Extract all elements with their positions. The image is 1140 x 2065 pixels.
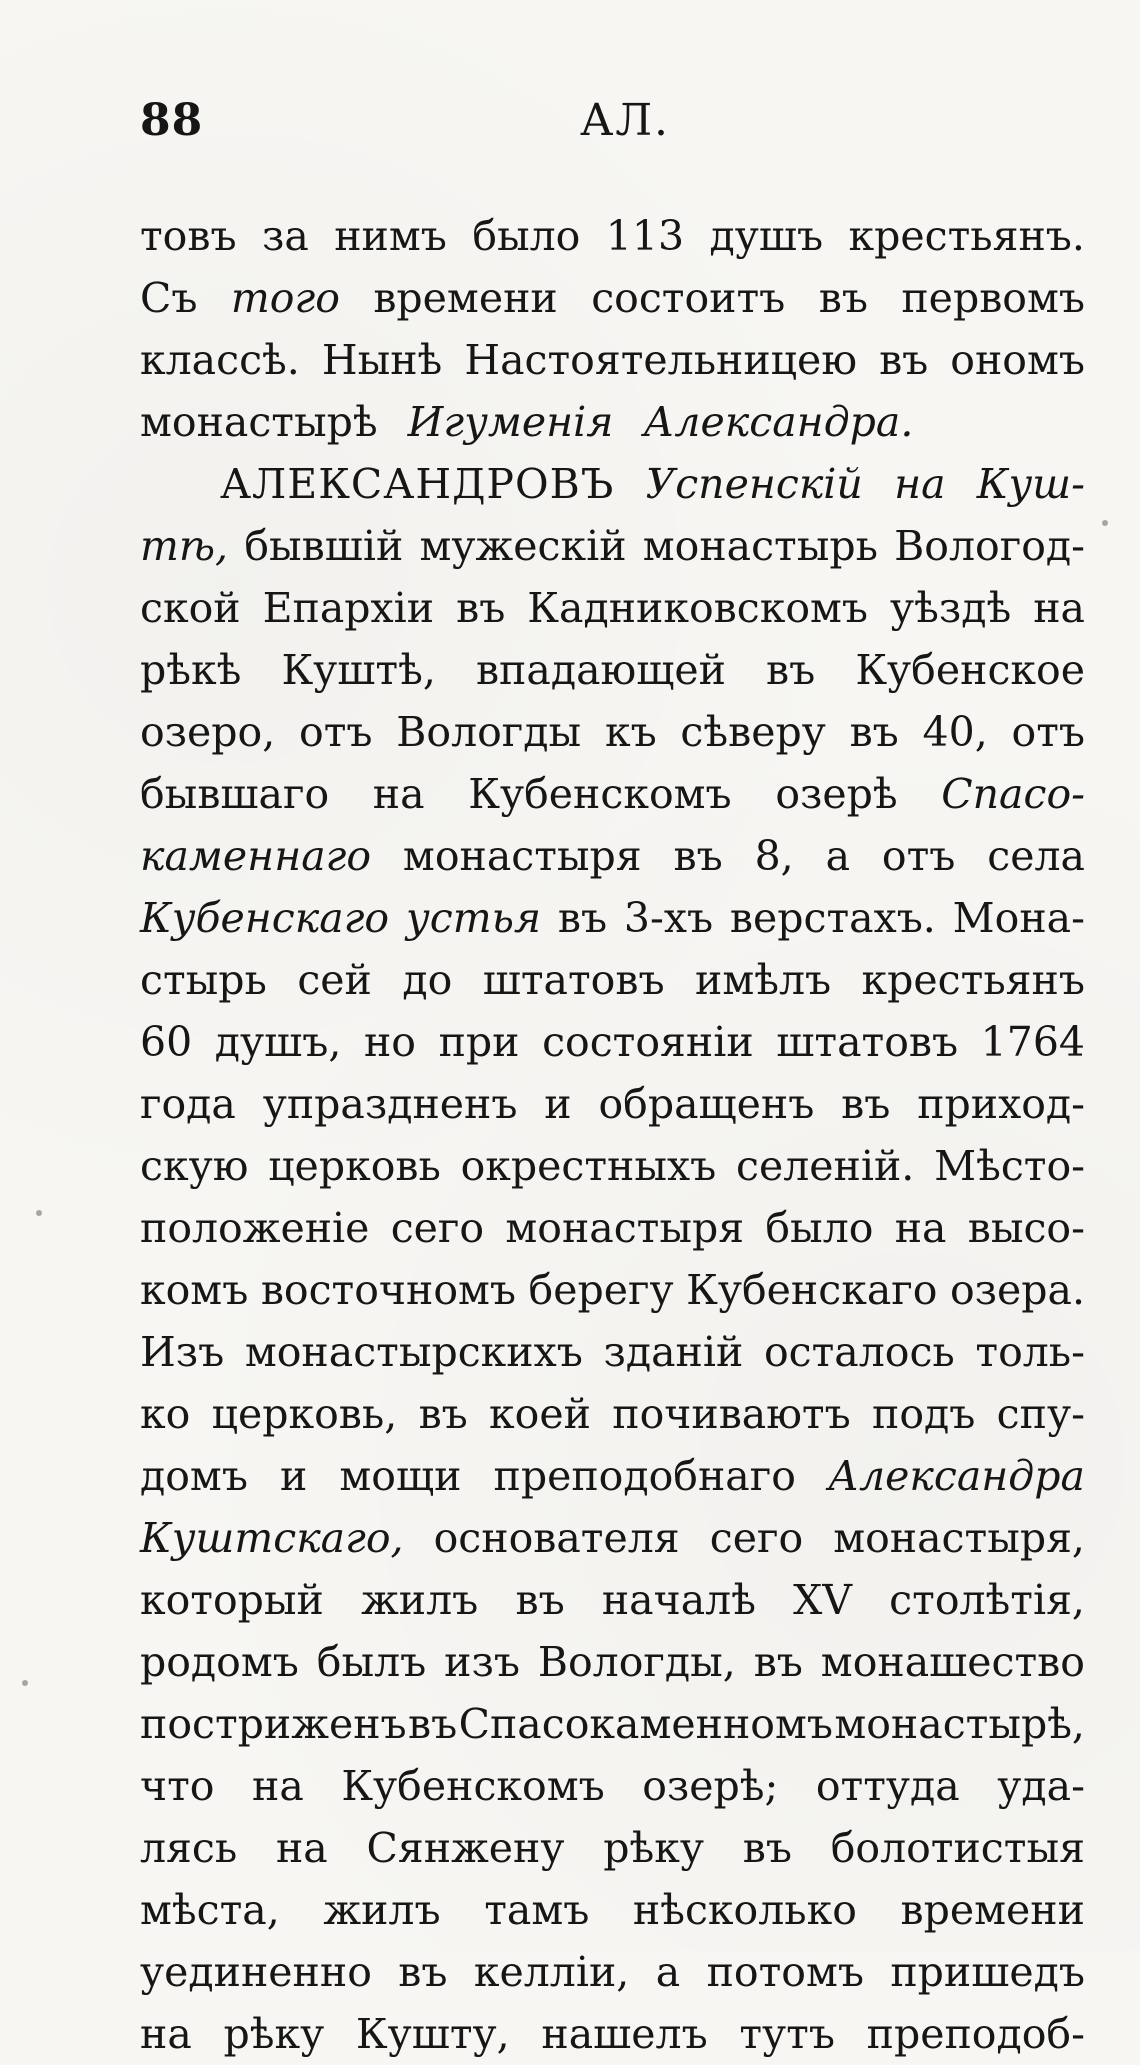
word: озера. [949, 1266, 1085, 1314]
word: монастырѣ [140, 398, 378, 446]
word: Куштскаго, [140, 1514, 404, 1562]
word: въ [766, 646, 816, 694]
word: спу- [996, 1390, 1085, 1438]
word: постриженъ [140, 1700, 407, 1748]
word: отъ [299, 708, 373, 756]
word: имѣлъ [695, 956, 832, 1004]
text-line [140, 391, 1085, 453]
word: въ [841, 1080, 891, 1128]
margin-speck [1102, 520, 1108, 526]
word: тѣ, [140, 522, 229, 570]
word: Вологды, [537, 1638, 736, 1686]
word: но [363, 1018, 416, 1066]
word: Изъ [140, 1328, 225, 1376]
word: въ [515, 1576, 565, 1624]
word: положеніе [140, 1204, 370, 1252]
word: жилъ [361, 1576, 479, 1624]
word: озеро, [140, 708, 276, 756]
word: Настоятельницею [464, 336, 858, 384]
word: въ [418, 1390, 468, 1438]
text-line [140, 205, 1085, 267]
word: Спасокаменномъ [458, 1700, 833, 1748]
word: монашество [820, 1638, 1085, 1686]
text-line [140, 1879, 1085, 1941]
word: началѣ [601, 1576, 756, 1624]
word: Нынѣ [321, 336, 443, 384]
word: Епархіи [262, 584, 435, 632]
word: нашелъ [541, 2010, 708, 2058]
word: того [230, 274, 340, 322]
word: ономъ [950, 336, 1085, 384]
word: Успенскій [645, 460, 863, 508]
word: 113 [605, 212, 685, 260]
word: и [279, 1452, 308, 1500]
text-line [140, 1445, 1085, 1507]
word: обращенъ [598, 1080, 815, 1128]
word: пришедъ [890, 1948, 1085, 1996]
margin-speck [22, 1680, 28, 1686]
word: монастырь [642, 522, 878, 570]
word: оттуда [815, 1762, 960, 1810]
text-line [140, 1507, 1085, 1569]
word: было [765, 1204, 874, 1252]
word: сего [390, 1204, 485, 1252]
word: берегу [528, 1266, 674, 1314]
text-line [140, 453, 1085, 515]
word: Кадниковскомъ [527, 584, 869, 632]
word: было [472, 212, 581, 260]
body-text [140, 205, 1085, 2065]
word: въ [408, 1700, 458, 1748]
word: Вологды [396, 708, 582, 756]
word: ской [140, 584, 241, 632]
word: 1764 [980, 1018, 1085, 1066]
word: преподобнаго [493, 1452, 796, 1500]
word: домъ [140, 1452, 248, 1500]
text-line [140, 1817, 1085, 1879]
word: столѣтія, [889, 1576, 1085, 1624]
word: каменнаго [140, 832, 372, 880]
word: въ [398, 1948, 448, 1996]
word: крестьянъ. [848, 212, 1085, 260]
word: душъ [709, 212, 824, 260]
word: Куш- [976, 460, 1085, 508]
word: Кушту, [355, 2010, 510, 2058]
margin-speck [36, 1210, 42, 1216]
word: Мона- [952, 894, 1085, 942]
word: времени [373, 274, 558, 322]
text-line [140, 763, 1085, 825]
word: въ [849, 708, 899, 756]
word: АЛЕКСАНДРОВЪ [220, 460, 615, 508]
text-line [140, 577, 1085, 639]
word: мѣста, [140, 1886, 280, 1934]
word: рѣкѣ [140, 646, 242, 694]
word: жилъ [323, 1886, 441, 1934]
word: рѣку [223, 2010, 325, 2058]
word: монастыря [402, 832, 642, 880]
word: въ [753, 1638, 803, 1686]
text-line [140, 1941, 1085, 2003]
word: первомъ [901, 274, 1085, 322]
text-line [140, 1259, 1085, 1321]
word: подъ [872, 1390, 976, 1438]
word: въ [456, 584, 506, 632]
word: преподоб- [866, 2010, 1085, 2058]
word: бывшаго [140, 770, 330, 818]
word: штатовъ [776, 1018, 959, 1066]
word: былъ [316, 1638, 427, 1686]
word: ко [140, 1390, 191, 1438]
word: озерѣ; [642, 1762, 779, 1810]
word: который [140, 1576, 324, 1624]
word: въ [818, 274, 868, 322]
word: отъ [1011, 708, 1085, 756]
text-line [140, 639, 1085, 701]
text-line [140, 1135, 1085, 1197]
text-line [140, 1321, 1085, 1383]
word: восточномъ [260, 1266, 517, 1314]
word: 60 [140, 1018, 193, 1066]
word: рѣку [603, 1824, 704, 1872]
word: упраздненъ [262, 1080, 518, 1128]
word: Кубенскаго [686, 1266, 938, 1314]
text-line [140, 1197, 1085, 1259]
text-line [140, 887, 1085, 949]
word: штатовъ [482, 956, 665, 1004]
word: 3-хъ [623, 894, 714, 942]
word: Куштѣ, [281, 646, 436, 694]
word: 8, [754, 832, 794, 880]
text-line [140, 1631, 1085, 1693]
word: состоитъ [591, 274, 786, 322]
word: церковь, [211, 1390, 398, 1438]
word: на [275, 1824, 328, 1872]
word: комъ [140, 1266, 249, 1314]
word: на [1033, 584, 1085, 632]
word: Александра. [643, 398, 914, 446]
word: Спасо- [941, 770, 1085, 818]
page-header [140, 95, 1060, 155]
word: въ [742, 1824, 792, 1872]
word: на [894, 1204, 947, 1252]
word: толь- [975, 1328, 1085, 1376]
word: почиваютъ [612, 1390, 851, 1438]
word: Игуменія [407, 398, 614, 446]
text-line [140, 515, 1085, 577]
word: монастыря, [833, 1514, 1085, 1562]
text-line [140, 825, 1085, 887]
word: въ [557, 894, 608, 942]
word: что [140, 1762, 215, 1810]
word: скую [140, 1142, 249, 1190]
word: XV [793, 1576, 852, 1624]
word: года [140, 1080, 236, 1128]
text-line [140, 949, 1085, 1011]
word: Вологод- [894, 522, 1085, 570]
word: тутъ [739, 2010, 835, 2058]
word: коей [489, 1390, 591, 1438]
text-line [140, 1383, 1085, 1445]
word: Мѣсто- [934, 1142, 1085, 1190]
word: къ [604, 708, 657, 756]
word: состояніи [542, 1018, 754, 1066]
text-line [140, 267, 1085, 329]
word: сей [297, 956, 372, 1004]
text-line [140, 1693, 1085, 1755]
text-line [140, 1755, 1085, 1817]
word: Александра [827, 1452, 1085, 1500]
word: Сянжену [366, 1824, 565, 1872]
word: устья [405, 894, 542, 942]
word: крестьянъ [861, 956, 1085, 1004]
word: монастыря [505, 1204, 745, 1252]
word: а [655, 1948, 681, 1996]
word: душъ, [214, 1018, 342, 1066]
word: окрестныхъ [460, 1142, 717, 1190]
word: монастырѣ, [834, 1700, 1085, 1748]
word: на [252, 1762, 304, 1810]
word: монастырскихъ [244, 1328, 583, 1376]
word: келліи, [473, 1948, 630, 1996]
word: на [894, 460, 946, 508]
word: при [438, 1018, 520, 1066]
word: въ [879, 336, 929, 384]
word: стырь [140, 956, 267, 1004]
word: приход- [917, 1080, 1085, 1128]
word: сего [709, 1514, 804, 1562]
word: Кубенское [855, 646, 1085, 694]
text-line [140, 1073, 1085, 1135]
word: изъ [444, 1638, 520, 1686]
word: верстахъ. [729, 894, 936, 942]
text-line [140, 1011, 1085, 1073]
word: Кубенскомъ [468, 770, 732, 818]
word: на [140, 2010, 192, 2058]
word: бывшій [244, 522, 404, 570]
word: потомъ [706, 1948, 864, 1996]
word: зданій [603, 1328, 744, 1376]
word: въ [673, 832, 723, 880]
word: основателя [433, 1514, 680, 1562]
word: Кубенскомъ [341, 1762, 605, 1810]
word: тамъ [484, 1886, 590, 1934]
word: отъ [881, 832, 956, 880]
word: селеній. [735, 1142, 915, 1190]
word: уда- [997, 1762, 1085, 1810]
word: церковь [268, 1142, 441, 1190]
word: нѣсколько [632, 1886, 857, 1934]
word: лясь [140, 1824, 238, 1872]
word: болотистыя [830, 1824, 1085, 1872]
word: Кубенскаго [140, 894, 390, 942]
word: а [825, 832, 851, 880]
word: родомъ [140, 1638, 299, 1686]
word: осталось [763, 1328, 955, 1376]
word: товъ [140, 212, 237, 260]
text-line [140, 1569, 1085, 1631]
word: уѣздѣ [890, 584, 1012, 632]
word: сѣверу [680, 708, 826, 756]
word: до [402, 956, 453, 1004]
word: времени [900, 1886, 1085, 1934]
word: на [372, 770, 425, 818]
text-line [140, 701, 1085, 763]
text-line [140, 2003, 1085, 2065]
word: озерѣ [775, 770, 898, 818]
word: и [544, 1080, 572, 1128]
word: высо- [967, 1204, 1085, 1252]
page-number: 88 [140, 95, 204, 146]
text-line [140, 329, 1085, 391]
word: Съ [140, 274, 198, 322]
word: за [261, 212, 309, 260]
word: нимъ [334, 212, 447, 260]
word: мощи [339, 1452, 462, 1500]
running-head: АЛ. [580, 95, 671, 146]
word: классѣ. [140, 336, 300, 384]
word: уединенно [140, 1948, 372, 1996]
word: 40, [922, 708, 988, 756]
word: села [987, 832, 1085, 880]
word: мужескій [419, 522, 627, 570]
word: впадающей [475, 646, 726, 694]
